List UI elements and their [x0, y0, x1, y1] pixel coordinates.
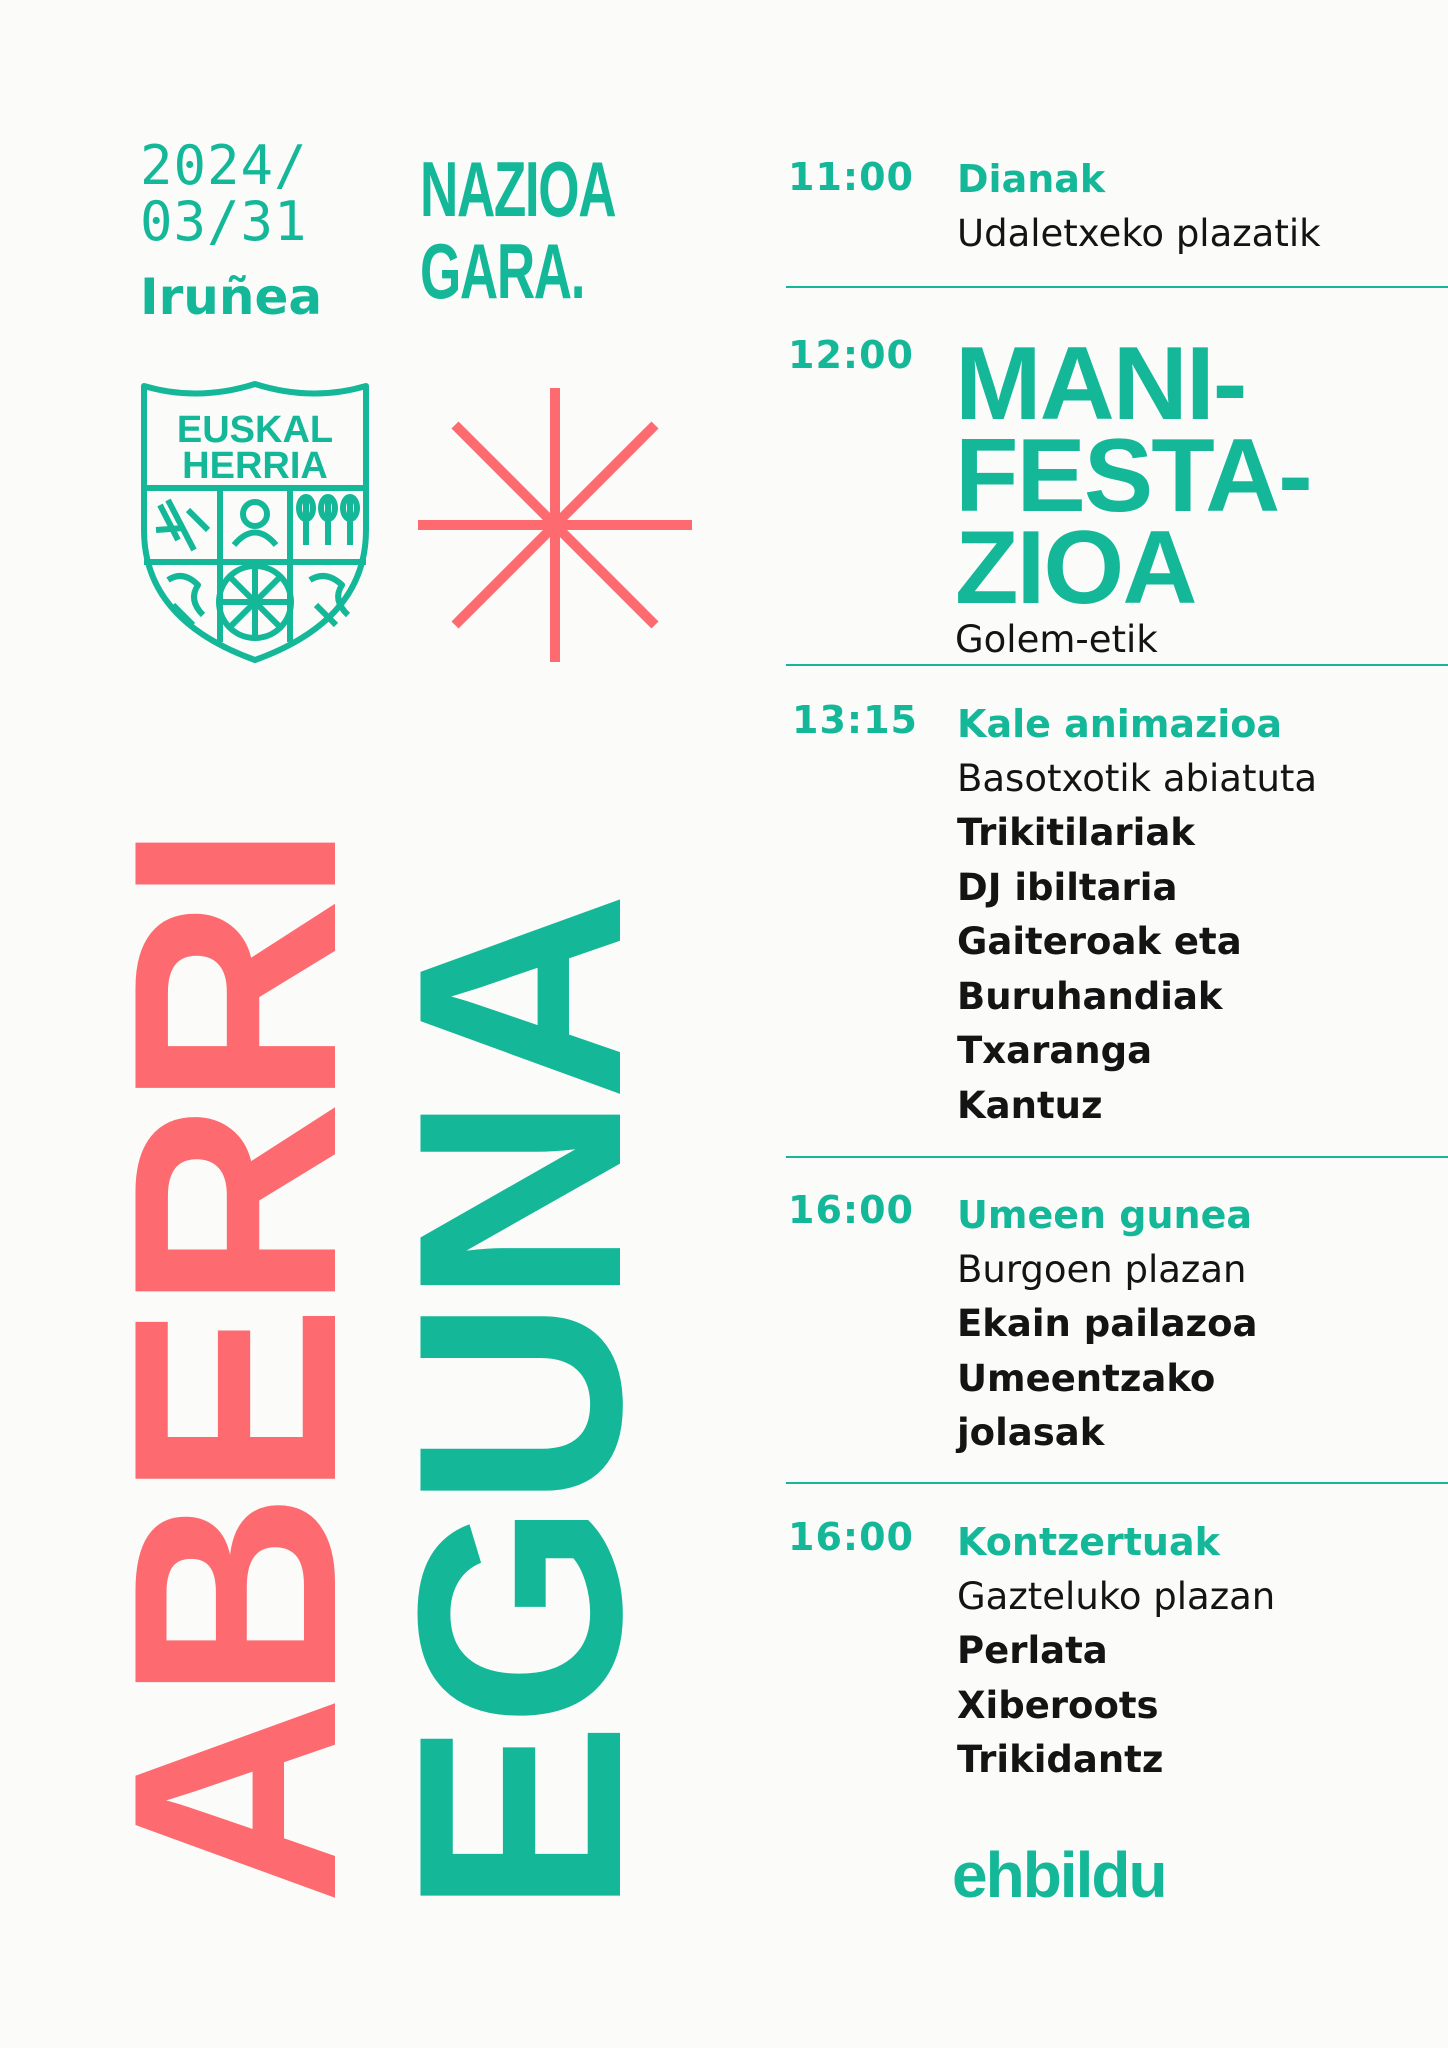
event-place: Gazteluko plazan — [957, 1574, 1276, 1618]
event-title-line: ZIOA — [955, 510, 1196, 626]
list-item: DJ ibiltaria — [957, 865, 1178, 909]
emblem-text-line-1: EUSKAL — [176, 409, 334, 451]
list-item: Perlata — [957, 1629, 1108, 1672]
slogan-line-1: NAZIOA — [420, 145, 616, 233]
title-eguna: EGUNA — [358, 897, 682, 1915]
list-item: jolasak — [957, 1411, 1105, 1454]
event-title: Kale animazioa — [957, 702, 1282, 746]
event-title: Kontzertuak — [957, 1520, 1220, 1564]
event-kontzertuak — [957, 1515, 1275, 1788]
list-item: Buruhandiak — [957, 974, 1223, 1018]
event-title-line: MANI- — [955, 326, 1246, 442]
event-place: Basotxotik abiatuta — [957, 756, 1318, 800]
list-item: Xiberoots — [957, 1683, 1159, 1727]
event-time: 16:00 — [788, 1188, 914, 1232]
event-time: 13:15 — [792, 698, 918, 742]
list-item: Trikitilariak — [957, 811, 1195, 854]
list-item: Umeentzako — [957, 1356, 1216, 1400]
date-month-day: 03/31 — [140, 190, 308, 253]
event-place: Udaletxeko plazatik — [957, 211, 1321, 255]
event-city: Iruñea — [140, 268, 323, 326]
divider — [786, 1156, 1448, 1158]
event-kale-animazioa — [957, 697, 1317, 1133]
coat-of-arms-icon — [138, 380, 372, 664]
event-time: 16:00 — [788, 1515, 914, 1559]
slogan-line-2: GARA. — [420, 227, 585, 315]
slogan — [420, 145, 616, 315]
emblem-text-line-2: HERRIA — [182, 445, 328, 487]
event-dianak — [957, 152, 1321, 261]
event-place: Golem-etik — [955, 618, 1158, 661]
list-item: Txaranga — [957, 1029, 1153, 1072]
divider — [786, 1482, 1448, 1484]
date-year: 2024/ — [140, 134, 308, 197]
event-title: Dianak — [957, 157, 1106, 201]
euskal-herria-emblem — [138, 380, 372, 664]
event-time: 11:00 — [788, 155, 914, 199]
list-item: Trikidantz — [957, 1738, 1164, 1781]
event-title: Umeen gunea — [957, 1193, 1253, 1237]
event-manifestazioa — [955, 326, 1311, 661]
list-item: Gaiteroak eta — [957, 920, 1242, 963]
event-place: Burgoen plazan — [957, 1247, 1247, 1291]
divider — [786, 286, 1448, 288]
event-date — [140, 134, 308, 253]
brand-logo: ehbildu — [952, 1839, 1166, 1911]
event-time: 12:00 — [788, 333, 914, 377]
asterisk-star-icon — [418, 388, 692, 662]
list-item: Kantuz — [957, 1083, 1103, 1127]
event-title-line: FESTA- — [955, 418, 1311, 534]
title-aberri: ABERRI — [73, 829, 397, 1905]
event-umeen-gunea — [957, 1188, 1257, 1461]
list-item: Ekain pailazoa — [957, 1302, 1258, 1345]
divider — [786, 664, 1448, 666]
